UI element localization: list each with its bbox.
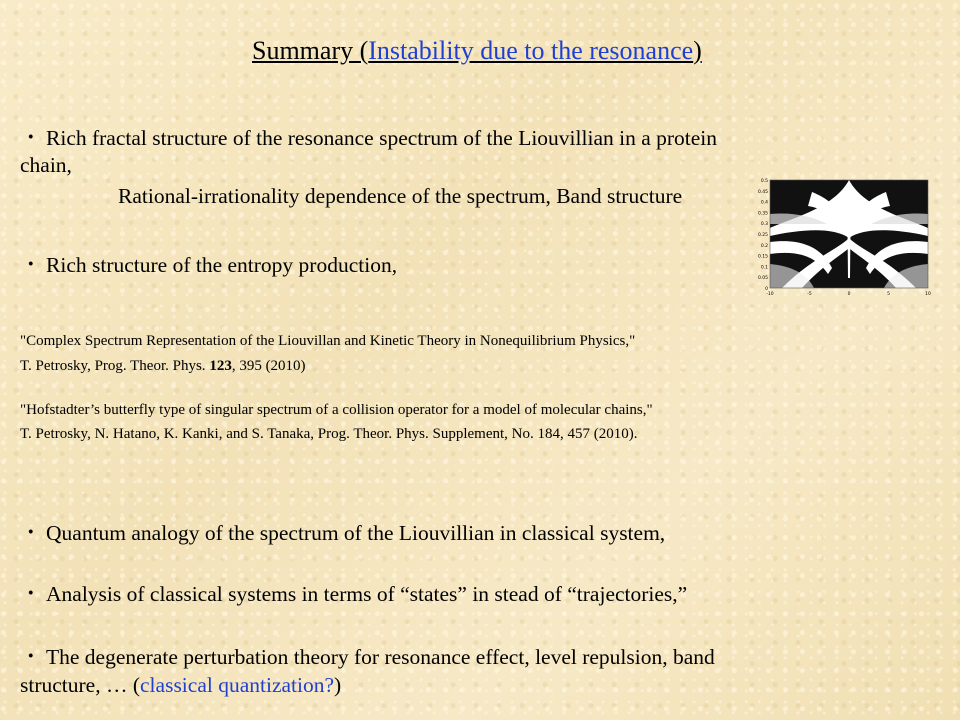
reference-2-citation: T. Petrosky, N. Hatano, K. Kanki, and S. Tanaka, Prog. Theor. Phys. Supplement, No. 184, 457 (2010). <box>20 426 638 442</box>
figure-y-tick-label: 0.2 <box>760 243 768 249</box>
figure-y-tick-label: 0.35 <box>757 211 768 217</box>
bullet-1-line-1: ・ Rich fractal structure of the resonance spectrum of the Liouvillian in a protein <box>20 121 717 152</box>
figure-x-tick-label: -10 <box>766 292 774 297</box>
bullet-dot-icon: ・ <box>20 521 42 545</box>
title-prefix: Summary ( <box>252 36 369 65</box>
figure-y-tick-label: 0.4 <box>760 200 768 206</box>
figure-x-tick-label: 10 <box>925 292 931 297</box>
reference-1-title: "Complex Spectrum Representation of the Liouvillan and Kinetic Theory in Nonequilibrium Physics," <box>20 333 636 349</box>
bullet-2: ・ Rich structure of the entropy production, <box>20 248 397 279</box>
bullet-dot-icon: ・ <box>20 253 42 277</box>
figure-x-tick-label: 5 <box>887 292 890 297</box>
figure-y-tick-label: 0.5 <box>760 179 768 184</box>
figure-x-tick-labels <box>766 291 931 297</box>
figure-y-tick-label: 0.3 <box>760 222 768 228</box>
figure-y-tick-label: 0.1 <box>760 265 768 271</box>
reference-2-title: "Hofstadter’s butterfly type of singular spectrum of a collision operator for a model of molecular chains," <box>20 402 653 418</box>
figure-y-tick-label: 0 <box>765 287 768 292</box>
figure-y-tick-label: 0.45 <box>757 189 768 195</box>
reference-1-citation: T. Petrosky, Prog. Theor. Phys. 123, 395 (2010) <box>20 358 306 374</box>
bullet-5-line-2: structure, … (classical quantization?) <box>20 673 342 697</box>
bullet-dot-icon: ・ <box>20 582 42 606</box>
title-suffix: ) <box>693 36 702 65</box>
figure-x-tick-label: -5 <box>807 292 812 297</box>
classical-quantization-link[interactable]: classical quantization? <box>140 673 335 697</box>
figure-y-tick-labels <box>758 178 768 292</box>
butterfly-spectrum-figure <box>752 178 930 300</box>
bullet-dot-icon: ・ <box>20 126 42 150</box>
figure-y-tick-label: 0.25 <box>757 233 768 238</box>
figure-x-tick-label: 0 <box>847 292 851 297</box>
slide-title <box>252 36 702 66</box>
bullet-5-line-1: ・ The degenerate perturbation theory for resonance effect, level repulsion, band <box>20 640 715 671</box>
title-link[interactable]: Instability due to the resonance <box>368 36 694 65</box>
bullet-1-line-3: Rational-irrationality dependence of the spectrum, Band structure <box>118 184 683 208</box>
bullet-3: ・ Quantum analogy of the spectrum of the Liouvillian in classical system, <box>20 516 665 547</box>
figure-y-tick-label: 0.05 <box>757 276 768 282</box>
bullet-4: ・ Analysis of classical systems in terms of “states” in stead of “trajectories,” <box>20 577 687 608</box>
figure-y-tick-label: 0.15 <box>757 254 768 260</box>
bullet-dot-icon: ・ <box>20 645 42 669</box>
figure-bands <box>770 180 928 288</box>
bullet-1-line-2: chain, <box>20 153 72 177</box>
